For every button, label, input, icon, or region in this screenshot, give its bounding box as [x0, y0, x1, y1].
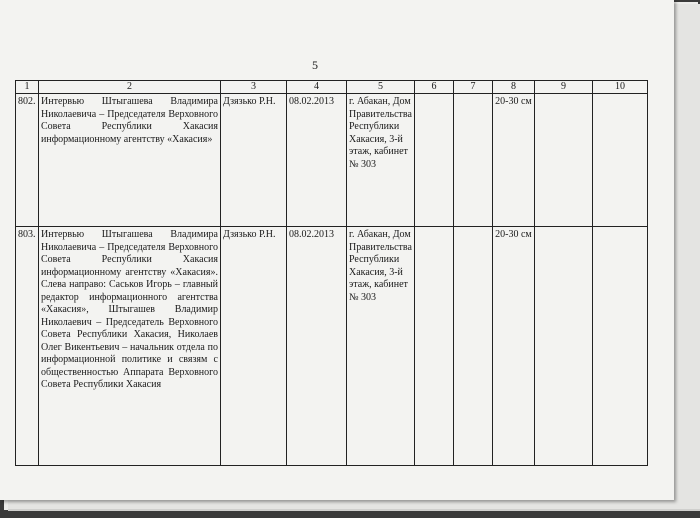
column-header: 5 — [347, 81, 415, 94]
record-date: 08.02.2013 — [287, 227, 347, 466]
record-cell-col7 — [453, 227, 492, 466]
column-header: 2 — [39, 81, 221, 94]
column-header: 1 — [16, 81, 39, 94]
column-header: 8 — [492, 81, 534, 94]
record-size: 20-30 см — [492, 227, 534, 466]
record-cell-col6 — [414, 227, 453, 466]
column-header: 9 — [534, 81, 592, 94]
table-row — [16, 94, 648, 227]
record-number: 802. — [16, 94, 39, 227]
record-author: Дзязько Р.Н. — [221, 94, 287, 227]
column-header: 3 — [221, 81, 287, 94]
record-cell-col9 — [534, 227, 592, 466]
table-row — [16, 227, 648, 466]
column-header: 7 — [453, 81, 492, 94]
record-cell-col10 — [592, 94, 647, 227]
page-number: 5 — [312, 58, 318, 72]
record-title: Интервью Штыгашева Владимира Николаевича – Председателя Верховного Совета Республики Хакасия информационному агентству «Хакасия» — [39, 94, 221, 227]
record-title: Интервью Штыгашева Владимира Николаевича – Председателя Верховного Совета Республики Хакасия информационному агентству «Хакасия». Слева направо: Саськов Игорь – главный редактор информационного агентства «Хакасия», Штыгашев Владимир Николаевич – Председатель Верховного Совета Республики Хакасия, Николаев Олег Викентьевич – начальник отдела по информационной политике и связям с общественностью Аппарата Верховного Совета Республики Хакасия — [39, 227, 221, 466]
column-header: 10 — [592, 81, 647, 94]
record-place: г. Абакан, Дом Правительства Республики Хакасия, 3-й этаж, кабинет № 303 — [347, 94, 415, 227]
record-number: 803. — [16, 227, 39, 466]
record-cell-col10 — [592, 227, 647, 466]
record-place: г. Абакан, Дом Правительства Республики Хакасия, 3-й этаж, кабинет № 303 — [347, 227, 415, 466]
table-header-row — [16, 81, 648, 94]
record-size: 20-30 см — [492, 94, 534, 227]
record-author: Дзязько Р.Н. — [221, 227, 287, 466]
column-header: 6 — [414, 81, 453, 94]
records-table — [15, 80, 648, 466]
column-header: 4 — [287, 81, 347, 94]
record-cell-col6 — [414, 94, 453, 227]
record-cell-col9 — [534, 94, 592, 227]
record-date: 08.02.2013 — [287, 94, 347, 227]
record-cell-col7 — [453, 94, 492, 227]
